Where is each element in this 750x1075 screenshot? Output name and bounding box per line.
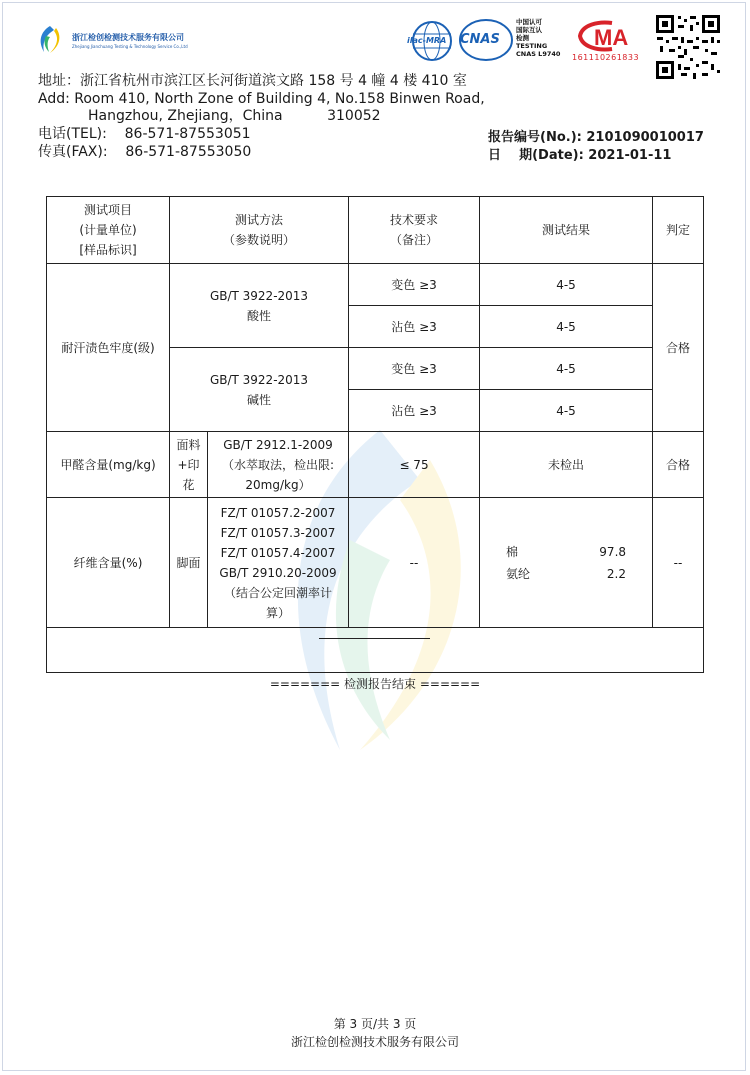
fiber-standard-1: FZ/T 01057.2-2007 xyxy=(220,505,336,520)
qr-code-icon xyxy=(654,13,722,81)
formaldehyde-method-note2: 20mg/kg） xyxy=(245,477,311,492)
cma-logo-icon xyxy=(572,19,638,53)
table-row xyxy=(47,432,704,498)
fiber-spandex-value: 2.2 xyxy=(606,566,627,581)
company-logo-name: 浙江检创检测技术服务有限公司 xyxy=(72,33,184,42)
header-test-method xyxy=(170,197,349,264)
blank-row-rule xyxy=(319,638,430,639)
fiber-cotton-value: 97.8 xyxy=(599,544,627,559)
fiber-result-grid xyxy=(482,541,650,585)
sweat-acid-method xyxy=(170,264,349,348)
address-en-line1: Add: Room 410, North Zone of Building 4, No.158 Binwen Road, xyxy=(38,91,485,107)
sweat-alkaline-standard: GB/T 3922-2013 xyxy=(209,372,309,387)
address-cn: 地址：浙江省杭州市滨江区长河街道滨文路 158 号 4 幢 4 楼 410 室 xyxy=(38,73,467,89)
cma-number: 161110261833 xyxy=(572,53,640,62)
blank-cell xyxy=(47,628,704,673)
cma-label: MA xyxy=(594,25,629,50)
address-en-line2: Hangzhou, Zhejiang，China 310052 xyxy=(88,108,381,124)
formaldehyde-item: 甲醛含量(mg/kg) xyxy=(47,432,170,498)
formaldehyde-sample-line2: +印 xyxy=(177,457,200,472)
formaldehyde-sample-line3: 花 xyxy=(182,477,195,492)
header-req-line2: （备注） xyxy=(390,233,439,247)
fiber-content-item: 纤维含量(%) xyxy=(47,498,170,628)
sweat-alkaline-stain-req: 沾色 ≥3 xyxy=(349,390,480,432)
cma-badge xyxy=(572,19,638,65)
cnas-label: CNAS xyxy=(460,32,500,47)
fax-number: 传真(FAX): 86-571-87553050 xyxy=(38,144,252,160)
company-logo-icon xyxy=(34,24,66,54)
header-requirement xyxy=(349,197,480,264)
fiber-result xyxy=(480,498,653,628)
formaldehyde-result: 未检出 xyxy=(480,432,653,498)
cnas-cn-line3: 检测 xyxy=(516,34,529,42)
header-item-line3: [样品标识] xyxy=(79,243,137,257)
table-blank-row xyxy=(47,628,704,673)
header-judgement: 判定 xyxy=(653,197,704,264)
fiber-sample: 脚面 xyxy=(170,498,208,628)
sweat-alkaline-change-result: 4-5 xyxy=(480,348,653,390)
header-item-line2: (计量单位) xyxy=(79,223,137,237)
formaldehyde-requirement: ≤ 75 xyxy=(349,432,480,498)
header-method-line1: 测试方法 xyxy=(235,213,284,227)
sweat-judgement: 合格 xyxy=(653,264,704,432)
sweat-acid-standard: GB/T 3922-2013 xyxy=(209,288,309,303)
company-logo xyxy=(34,24,194,56)
sweat-alkaline-change-req: 变色 ≥3 xyxy=(349,348,480,390)
report-date: 日 期(Date): 2021-01-11 xyxy=(488,148,672,163)
fiber-method-note2: 算） xyxy=(266,605,291,620)
sweat-alkaline-note: 碱性 xyxy=(247,392,272,407)
header-test-item xyxy=(47,197,170,264)
fiber-method xyxy=(208,498,349,628)
header-req-line1: 技术要求 xyxy=(390,213,439,227)
sweat-acid-change-req: 变色 ≥3 xyxy=(349,264,480,306)
company-logo-name-en: Zhejiang Jianchuang Testing & Technology Service Co.,Ltd xyxy=(72,44,188,49)
sweat-alkaline-method xyxy=(170,348,349,432)
report-end-marker: ======= 检测报告结束 ====== xyxy=(269,677,481,691)
fiber-standard-2: FZ/T 01057.3-2007 xyxy=(220,525,336,540)
fiber-judgement: -- xyxy=(653,498,704,628)
footer-company: 浙江检创检测技术服务有限公司 xyxy=(290,1035,459,1049)
fiber-standard-4: GB/T 2910.20-2009 xyxy=(219,565,337,580)
formaldehyde-standard: GB/T 2912.1-2009 xyxy=(223,437,333,452)
cnas-badge xyxy=(458,18,514,62)
header-item-line1: 测试项目 xyxy=(83,203,132,217)
table-row xyxy=(47,264,704,306)
formaldehyde-method xyxy=(208,432,349,498)
formaldehyde-method-note: （水萃取法，检出限: xyxy=(221,457,335,472)
ilac-mra-badge xyxy=(407,20,457,62)
fiber-method-note: （结合公定回潮率计 xyxy=(224,585,333,600)
cnas-number: CNAS L9740 xyxy=(516,50,561,58)
test-results-table xyxy=(46,196,704,673)
page-number: 第 3 页/共 3 页 xyxy=(333,1017,417,1031)
ilac-label: ilac-MRA xyxy=(407,36,447,45)
cnas-info xyxy=(516,18,568,66)
formaldehyde-judgement: 合格 xyxy=(653,432,704,498)
fiber-spandex-label: 氨纶 xyxy=(506,566,531,581)
header-result: 测试结果 xyxy=(480,197,653,264)
sweat-fastness-item: 耐汗渍色牢度(级) xyxy=(47,264,170,432)
sweat-acid-stain-result: 4-5 xyxy=(480,306,653,348)
table-header-row xyxy=(47,197,704,264)
fiber-standard-3: FZ/T 01057.4-2007 xyxy=(220,545,336,560)
formaldehyde-sample xyxy=(170,432,208,498)
sweat-alkaline-stain-result: 4-5 xyxy=(480,390,653,432)
sweat-acid-stain-req: 沾色 ≥3 xyxy=(349,306,480,348)
header-method-line2: （参数说明） xyxy=(223,233,296,247)
formaldehyde-sample-line1: 面料 xyxy=(176,437,201,452)
cnas-cn-line2: 国际互认 xyxy=(516,26,542,34)
fiber-cotton-label: 棉 xyxy=(506,544,519,559)
sweat-acid-change-result: 4-5 xyxy=(480,264,653,306)
phone-number: 电话(TEL): 86-571-87553051 xyxy=(38,126,251,142)
cnas-testing: TESTING xyxy=(516,42,548,50)
cnas-cn-line1: 中国认可 xyxy=(516,18,542,26)
fiber-requirement: -- xyxy=(349,498,480,628)
table-row xyxy=(47,498,704,628)
sweat-acid-note: 酸性 xyxy=(247,308,272,323)
report-number: 报告编号(No.): 2101090010017 xyxy=(488,130,704,145)
